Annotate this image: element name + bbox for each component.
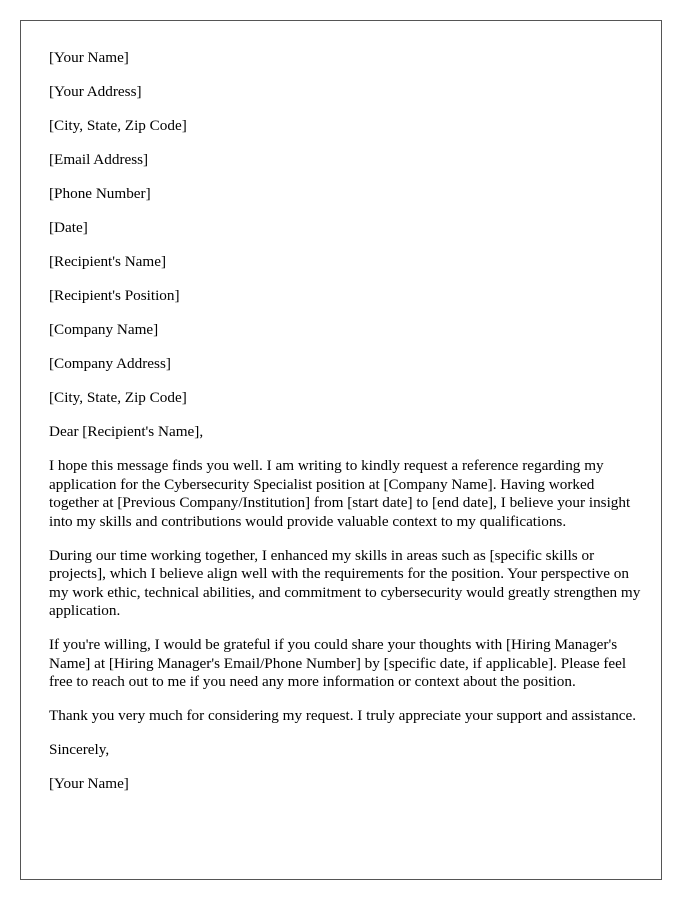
body-paragraph-1: I hope this message finds you well. I am writing to kindly request a reference regarding my application for the Cybersecurity Specialist position at [Company Name]. Having worked together at [Previous Company/Institution] from [start date] to [end date], I believe your insight into my skills and contributions would provide valuable context to my qualifications. [49,457,631,530]
body-paragraph-3: If you're willing, I would be grateful if you could share your thoughts with [Hiring Manager's Name] at [Hiring Manager's Email/Phone Number] by [specific date, if applicable]. Please feel free to reach out to me if you need any more information or context about the position. [49,636,627,690]
recipient-position: [Recipient's Position] [49,287,180,304]
body-paragraph-2: During our time working together, I enhanced my skills in areas such as [specific skills or projects], which I believe align well with the requirements for the position. Your perspective on my work ethic, technical abilities, and commitment to cybersecurity would greatly strengthen my application. [49,546,641,619]
closing: Sincerely, [49,741,110,758]
recipient-name: [Recipient's Name] [49,253,167,270]
sender-city-state-zip: [City, State, Zip Code] [49,117,187,134]
recipient-company: [Company Name] [49,321,159,338]
sender-email: [Email Address] [49,151,149,168]
signature: [Your Name] [49,775,129,792]
recipient-company-address: [Company Address] [49,355,171,372]
letter-content [49,49,641,809]
letter-page [20,20,662,880]
sender-name: [Your Name] [49,49,129,66]
salutation: Dear [Recipient's Name], [49,423,204,440]
letter-date: [Date] [49,219,88,236]
body-paragraph-4: Thank you very much for considering my request. I truly appreciate your support and assistance. [49,707,637,724]
recipient-city-state-zip: [City, State, Zip Code] [49,389,187,406]
sender-address: [Your Address] [49,83,142,100]
sender-phone: [Phone Number] [49,185,151,202]
